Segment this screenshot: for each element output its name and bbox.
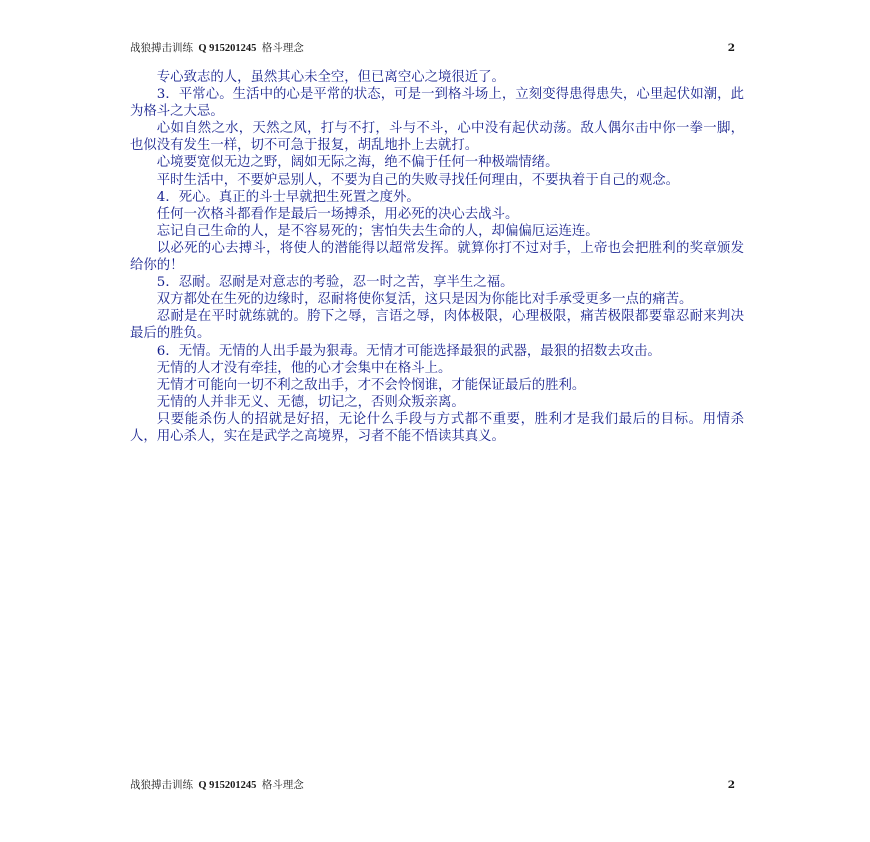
- body-paragraph: 心境要宽似无边之野，阔如无际之海，绝不偏于任何一种极端情绪。: [156, 155, 559, 171]
- body-paragraph: 忍耐是在平时就练就的。胯下之辱，言语之辱，肉体极限，心理极限，痛苦极限都要靠忍耐来判决最后的胜负。: [130, 309, 744, 342]
- footer-title-pre: 战狼搏击训练: [130, 779, 193, 791]
- body-paragraph: 无情的人才没有牵挂，他的心才会集中在格斗上。: [156, 360, 452, 376]
- body-paragraph: 无情才可能向一切不利之敌出手，才不会怜悯谁，才能保证最后的胜利。: [156, 377, 586, 393]
- body-paragraph: 只要能杀伤人的招就是好招，无论什么手段与方式都不重要，胜利才是我们最后的目标。用情杀人，用心杀人，实在是武学之高境界，习者不能不悟读其真义。: [130, 411, 744, 444]
- body-paragraph: 以必死的心去搏斗，将使人的潜能得以超常发挥。就算你打不过对手，上帝也会把胜利的奖章颁发给你的！: [130, 240, 744, 274]
- header-title-pre: 战狼搏击训练: [130, 42, 193, 54]
- body-paragraph: 心如自然之水，天然之风，打与不打，斗与不斗，心中没有起伏动荡。敌人偶尔击中你一拳一脚，也似没有发生一样，切不可急于报复，胡乱地扑上去就打。: [130, 121, 744, 154]
- footer-qq: Q 915201245: [198, 780, 257, 791]
- header-title-post: 格斗理念: [261, 42, 304, 54]
- footer-page-number: 2: [727, 779, 735, 791]
- header-title: [130, 41, 304, 56]
- page-header: [130, 41, 745, 55]
- header-qq: Q 915201245: [198, 43, 257, 54]
- header-page-number: 2: [727, 42, 735, 54]
- footer-title-post: 格斗理念: [261, 779, 304, 791]
- document-body: [130, 69, 744, 445]
- body-paragraph: 任何一次格斗都看作是最后一场搏杀，用必死的决心去战斗。: [156, 206, 519, 222]
- body-paragraph: 5．忍耐。忍耐是对意志的考验，忍一时之苦，享半生之福。: [156, 275, 514, 291]
- footer-title: [130, 778, 304, 793]
- body-paragraph: 4．死心。真正的斗士早就把生死置之度外。: [156, 189, 420, 205]
- body-paragraph: 双方都处在生死的边缘时，忍耐将使你复活，这只是因为你能比对手承受更多一点的痛苦。: [156, 292, 693, 308]
- body-paragraph: 忘记自己生命的人，是不容易死的；害怕失去生命的人，却偏偏厄运连连。: [156, 223, 599, 239]
- body-paragraph: 3．平常心。生活中的心是平常的状态，可是一到格斗场上，立刻变得患得患失，心里起伏如潮，此为格斗之大忌。: [130, 87, 744, 120]
- body-paragraph: 平时生活中，不要妒忌别人，不要为自己的失败寻找任何理由，不要执着于自己的观念。: [156, 172, 680, 188]
- body-paragraph: 无情的人并非无义、无德，切记之，否则众叛亲离。: [156, 394, 465, 410]
- body-paragraph: 6．无情。无情的人出手最为狠毒。无情才可能选择最狠的武器，最狠的招数去攻击。: [156, 343, 661, 359]
- body-paragraph: 专心致志的人，虽然其心未全空，但已离空心之境很近了。: [156, 70, 505, 85]
- page-footer: [130, 778, 745, 792]
